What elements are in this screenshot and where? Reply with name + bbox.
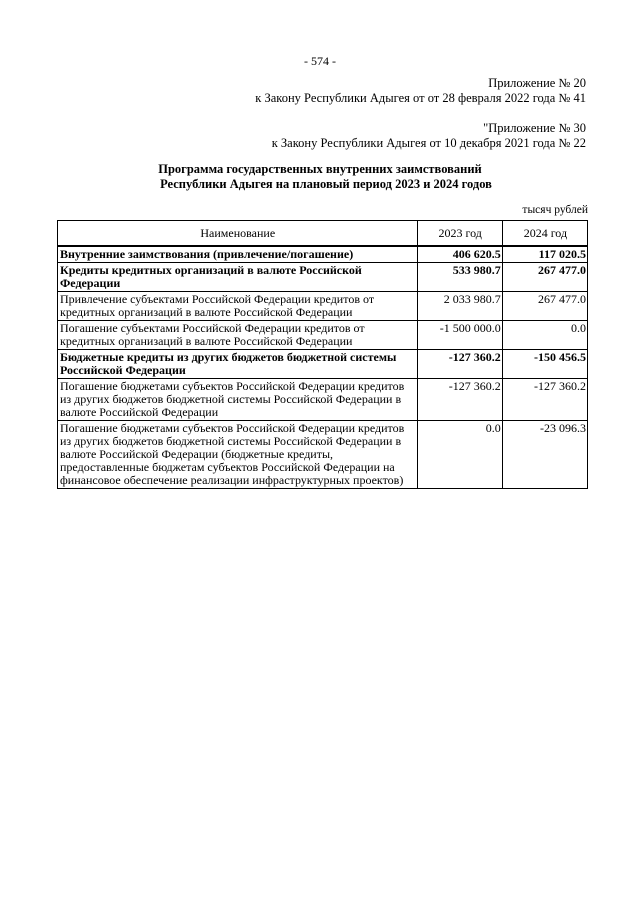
- row-name: Привлечение субъектами Российской Федерации кредитов от кредитных организаций в валюте Российской Федерации: [58, 292, 418, 321]
- appendix-original: [272, 121, 586, 151]
- row-name: Погашение бюджетами субъектов Российской Федерации кредитов из других бюджетов бюджетной системы Российской Федерации в валюте Российской Федерации: [58, 379, 418, 421]
- row-value-2024: 267 477.0: [502, 263, 587, 292]
- row-value-2023: -127 360.2: [417, 379, 502, 421]
- appendix-original-law: к Закону Республики Адыгея от 10 декабря 2021 года № 22: [271, 136, 586, 150]
- row-value-2024: 117 020.5: [502, 246, 587, 263]
- appendix-current-number: Приложение № 20: [488, 76, 586, 90]
- table-header-row: [58, 221, 588, 247]
- appendix-current-law: к Закону Республики Адыгея от от 28 февраля 2022 года № 41: [255, 91, 586, 105]
- header-name: Наименование: [58, 221, 418, 247]
- row-value-2023: 533 980.7: [417, 263, 502, 292]
- appendix-original-number: "Приложение № 30: [483, 121, 586, 135]
- row-value-2024: 0.0: [502, 321, 587, 350]
- table-row: [58, 421, 588, 489]
- table-row: [58, 379, 588, 421]
- appendix-current: [255, 76, 586, 106]
- borrowing-table: [57, 220, 588, 489]
- table-row: [58, 350, 588, 379]
- table-row: [58, 321, 588, 350]
- row-value-2024: -150 456.5: [502, 350, 587, 379]
- document-title: [0, 162, 640, 192]
- row-value-2024: 267 477.0: [502, 292, 587, 321]
- row-value-2024: -23 096.3: [502, 421, 587, 489]
- title-line-1: Программа государственных внутренних заимствований: [158, 162, 482, 176]
- table-row: [58, 292, 588, 321]
- row-name: Погашение бюджетами субъектов Российской Федерации кредитов из других бюджетов бюджетной системы Российской Федерации в валюте Российской Федерации (бюджетные кредиты, предоставленные бюджетам субъектов Российской Федерации на финансовое обеспечение реализации инфраструктурных проектов): [58, 421, 418, 489]
- row-value-2023: 2 033 980.7: [417, 292, 502, 321]
- row-value-2024: -127 360.2: [502, 379, 587, 421]
- header-2023: 2023 год: [417, 221, 502, 247]
- units-label: тысяч рублей: [522, 204, 588, 216]
- table-row: [58, 263, 588, 292]
- row-value-2023: -127 360.2: [417, 350, 502, 379]
- row-name: Кредиты кредитных организаций в валюте Российской Федерации: [58, 263, 418, 292]
- table-row: [58, 246, 588, 263]
- row-name: Внутренние заимствования (привлечение/погашение): [58, 246, 418, 263]
- row-name: Погашение субъектами Российской Федерации кредитов от кредитных организаций в валюте Российской Федерации: [58, 321, 418, 350]
- row-value-2023: 0.0: [417, 421, 502, 489]
- row-value-2023: -1 500 000.0: [417, 321, 502, 350]
- row-value-2023: 406 620.5: [417, 246, 502, 263]
- page-number: - 574 -: [304, 54, 336, 68]
- title-line-2: Республики Адыгея на плановый период 2023 и 2024 годов: [160, 177, 492, 191]
- row-name: Бюджетные кредиты из других бюджетов бюджетной системы Российской Федерации: [58, 350, 418, 379]
- header-2024: 2024 год: [502, 221, 587, 247]
